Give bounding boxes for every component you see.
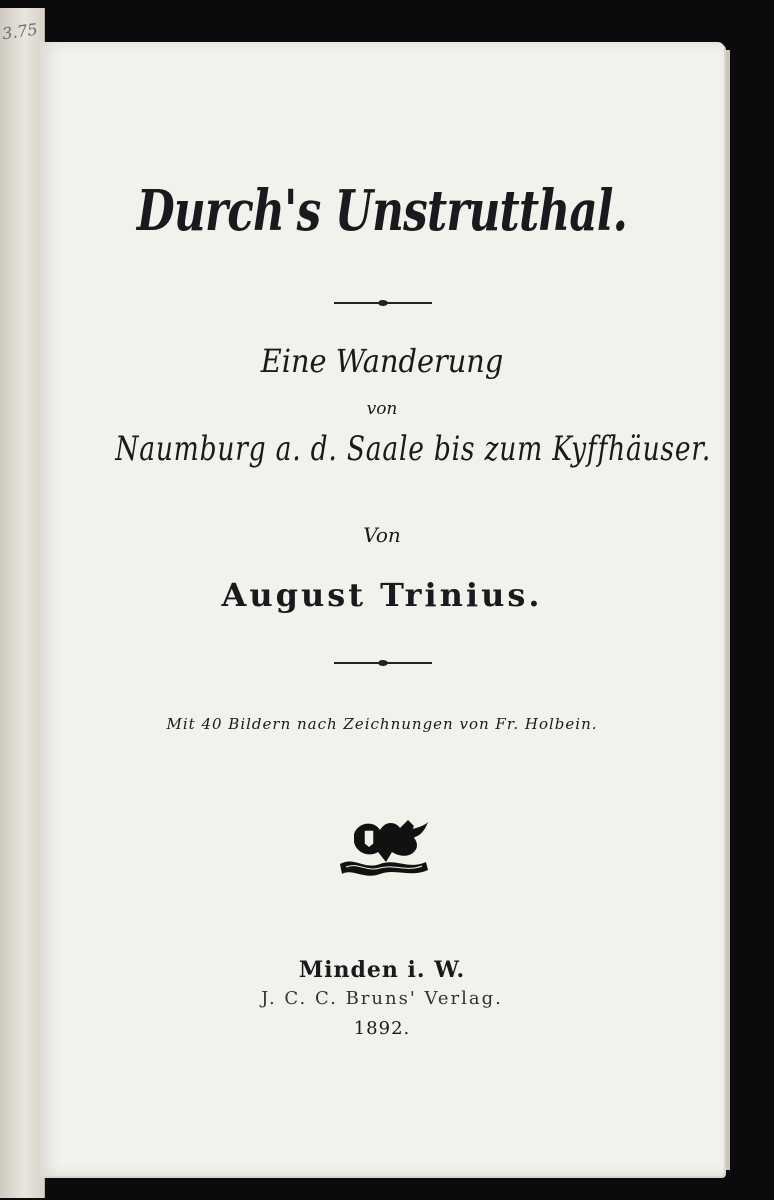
author-name: August Trinius. (221, 576, 543, 614)
ornamental-rule (334, 662, 432, 664)
illustrations-note: Mit 40 Bildern nach Zeichnungen von Fr. Holbein. (166, 715, 598, 733)
page-edge (724, 50, 730, 1170)
route-line: Naumburg a. d. Saale bis zum Kyffhäuser. (115, 429, 712, 469)
title-page (40, 42, 724, 1176)
griffin-publisher-emblem-icon (334, 812, 434, 882)
by-label: Von (363, 523, 401, 547)
rule-ornament (378, 300, 388, 306)
publisher-name: J. C. C. Bruns' Verlag. (261, 988, 503, 1009)
preposition: von (366, 399, 398, 419)
book-subtitle: Eine Wanderung (260, 342, 504, 380)
ornamental-rule (334, 302, 432, 304)
pencil-mark: 3.75 (0, 19, 39, 44)
left-page (0, 8, 45, 1198)
publication-place: Minden i. W. (298, 957, 466, 983)
publication-year: 1892. (353, 1018, 411, 1039)
rule-ornament (378, 660, 388, 666)
book-title: Durch's Unstrutthal. (136, 178, 628, 244)
